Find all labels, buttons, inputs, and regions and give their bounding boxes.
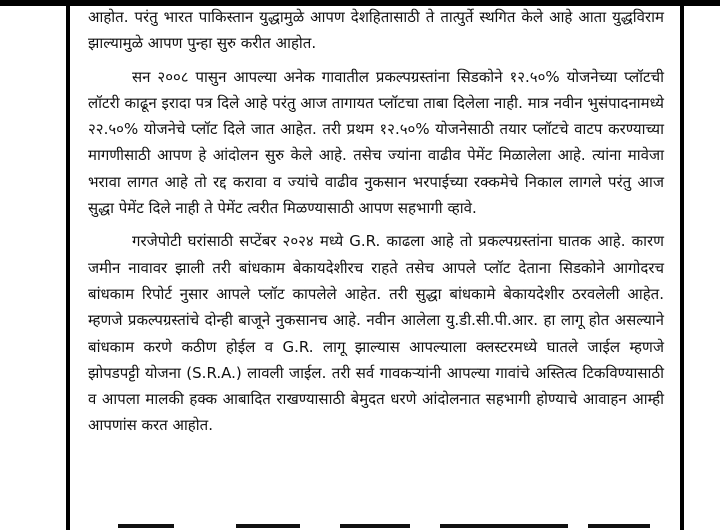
paragraph-2: सन २००८ पासुन आपल्या अनेक गावातील प्रकल्पग्रस्तांना सिडकोने १२.५०% योजनेच्या प्लॉटची लॉटरी काढून इरादा पत्र दिले आहे परंतु आज तागायत प्लॉटचा ताबा दिलेला नाही. मात्र नवीन भुसंपादनामध्ये २२.५०% योजनेचे प्लॉट दिले जात आहेत. तरी प्रथम १२.५०% योजनेसाठी तयार प्लॉटचे वाटप करण्याच्या मागणीसाठी आपण हे आंदोलन सुरु केले आहे. तसेच ज्यांना वाढीव पेमेंट मिळालेला आहे. त्यांना मावेजा भरावा लागत आहे तो रद्द करावा व ज्यांचे वाढीव नुकसान भरपाईच्या रक्कमेचे निकाल लागले परंतु आज सुद्धा पेमेंट दिले नाही ते पेमेंट त्वरीत मिळण्यासाठी आपण सहभागी व्हावे. bbox=[88, 67, 664, 218]
cut-off-text-fragment bbox=[340, 524, 410, 528]
cut-off-next-line bbox=[88, 516, 664, 530]
right-border bbox=[680, 0, 684, 530]
paragraph-1: आहोत. परंतु भारत पाकिस्तान युद्धामुळे आपण देशहितासाठी ते तात्पुर्ते स्थगित केले आहे आता युद्धविराम झाल्यामुळे आपण पुन्हा सुरु करीत आहोत. bbox=[88, 8, 664, 53]
document-body bbox=[88, 4, 664, 439]
cut-off-text-fragment bbox=[588, 524, 650, 528]
left-border bbox=[66, 0, 70, 530]
cut-off-text-fragment bbox=[440, 524, 568, 528]
cut-off-text-fragment bbox=[118, 524, 174, 528]
paragraph-3: गरजेपोटी घरांसाठी सप्टेंबर २०२४ मध्ये G.R. काढला आहे तो प्रकल्पग्रस्तांना घातक आहे. कारण जमीन नावावर झाली तरी बांधकाम बेकायदेशीरच राहते तसेच आपले प्लॉट देताना सिडकोने आगोदरच बांधकाम रिपोर्ट नुसार आपले प्लॉट कापलेले आहेत. तरी सुद्धा बांधकामे बेकायदेशीर ठरवलेली आहेत. म्हणजे प्रकल्पग्रस्तांचे दोन्ही बाजूने नुकसानच आहे. नवीन आलेला यु.डी.सी.पी.आर. हा लागू होत असल्याने बांधकाम करणे कठीण होईल व G.R. लागू झाल्यास आपल्याला क्लस्टरमध्ये घातले जाईल म्हणजे झोपडपट्टी योजना (S.R.A.) लावली जाईल. तरी सर्व गावकऱ्यांनी आपल्या गावांचे अस्तित्व टिकविण्यासाठी व आपला मालकी हक्क आबादित राखण्यासाठी बेमुदत धरणे आंदोलनात सहभागी होण्याचे आवाहन आम्ही आपणांस करत आहोत. bbox=[88, 232, 664, 435]
cut-off-text-fragment bbox=[236, 524, 300, 528]
